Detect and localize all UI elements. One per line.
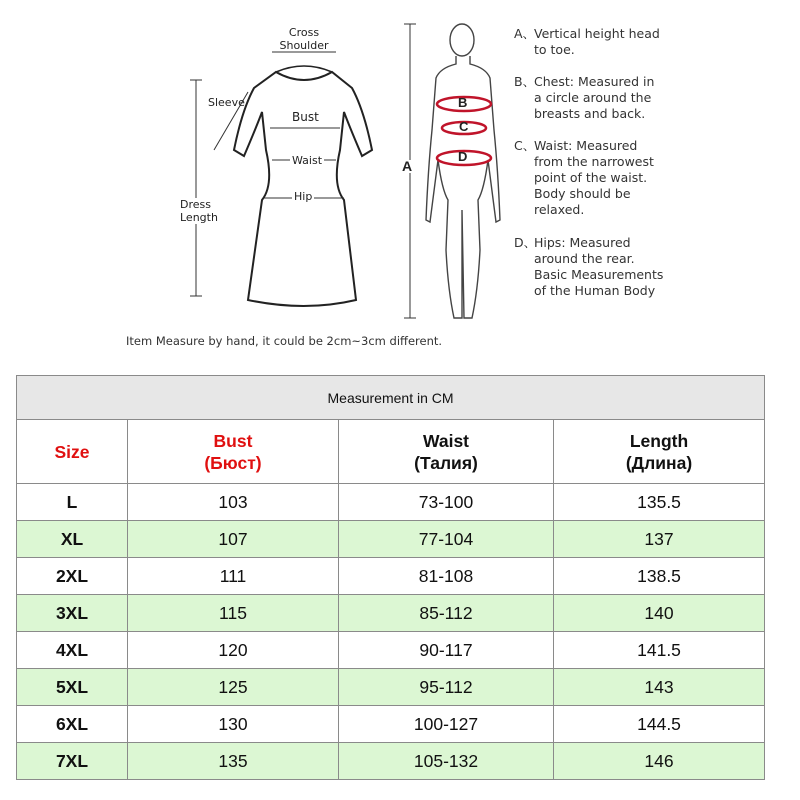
dress-sketch [234,66,372,306]
hips-d-label: D [458,149,468,164]
cell-length: 138.5 [554,558,765,595]
cell-waist: 85-112 [339,595,554,632]
cell-size: 2XL [17,558,128,595]
description-b [514,74,694,122]
table-title: Measurement in CM [17,376,765,420]
desc-a-line1: Vertical height head [534,26,660,41]
cell-bust: 135 [128,743,339,780]
header-waist-line1: Waist [422,430,470,451]
cell-waist: 73-100 [339,484,554,521]
chest-b-label: B [458,95,468,110]
cell-bust: 107 [128,521,339,558]
table-row [17,595,765,632]
size-table [16,375,765,780]
table-row [17,632,765,669]
header-length-line1: Length [629,430,689,451]
cell-length: 137 [554,521,765,558]
measure-note: Item Measure by hand, it could be 2cm~3cm different. [126,334,443,348]
desc-d-line4: of the Human Body [534,283,656,298]
cell-size: 5XL [17,669,128,706]
cell-size: 7XL [17,743,128,780]
measurement-diagram [0,0,800,370]
cell-waist: 105-132 [339,743,554,780]
cell-bust: 120 [128,632,339,669]
cell-bust: 115 [128,595,339,632]
desc-c-line3: point of the waist. [534,170,648,185]
desc-b-key: B、 [514,74,536,89]
header-size [17,420,128,484]
desc-d-line1: Hips: Measured [534,235,631,250]
cell-bust: 125 [128,669,339,706]
cross-shoulder-label: Cross Shoulder [279,26,329,52]
description-c [514,138,694,218]
desc-d-line3: Basic Measurements [534,267,664,282]
table-row [17,669,765,706]
bust-label: Bust [292,110,319,124]
cell-waist: 95-112 [339,669,554,706]
table-row [17,706,765,743]
table-header-row [17,420,765,484]
desc-a-key: A、 [514,26,536,41]
cell-bust: 130 [128,706,339,743]
header-length-line2: (Длина) [625,452,693,473]
desc-c-line1: Waist: Measured [534,138,638,153]
height-a-label: A [402,158,413,174]
desc-c-line5: relaxed. [534,202,585,217]
header-bust-line1: Bust [213,430,253,451]
table-row [17,743,765,780]
table-row [17,484,765,521]
cell-waist: 81-108 [339,558,554,595]
table-title-row [17,376,765,420]
desc-b-line3: breasts and back. [534,106,646,121]
cell-size: L [17,484,128,521]
cell-size: 4XL [17,632,128,669]
description-a [514,26,694,58]
cell-waist: 100-127 [339,706,554,743]
table-row [17,521,765,558]
cell-bust: 103 [128,484,339,521]
dress-length-label: Dress Length [180,198,218,224]
header-length [554,420,765,484]
header-bust-line2: (Бюст) [204,452,262,473]
description-d [514,235,694,299]
cell-size: 6XL [17,706,128,743]
cell-size: 3XL [17,595,128,632]
desc-c-line4: Body should be [534,186,631,201]
dress-measure-lines [190,52,344,296]
hip-label: Hip [294,190,313,203]
header-size-text: Size [54,441,90,462]
cell-size: XL [17,521,128,558]
desc-c-key: C、 [514,138,536,153]
table-row [17,558,765,595]
waist-c-label: C [459,119,469,134]
waist-label: Waist [292,154,323,167]
desc-b-line2: a circle around the [534,90,652,105]
cell-waist: 90-117 [339,632,554,669]
cell-length: 144.5 [554,706,765,743]
cell-length: 141.5 [554,632,765,669]
cell-length: 146 [554,743,765,780]
cell-length: 140 [554,595,765,632]
sleeve-label: Sleeve [208,96,245,109]
cell-bust: 111 [128,558,339,595]
header-bust [128,420,339,484]
body-figure [426,24,500,318]
desc-a-line2: to toe. [534,42,575,57]
cell-length: 135.5 [554,484,765,521]
header-waist-line2: (Талия) [414,452,478,473]
desc-d-key: D、 [514,235,537,250]
cell-length: 143 [554,669,765,706]
desc-c-line2: from the narrowest [534,154,654,169]
cell-waist: 77-104 [339,521,554,558]
desc-d-line2: around the rear. [534,251,635,266]
desc-b-line1: Chest: Measured in [534,74,655,89]
header-waist [339,420,554,484]
